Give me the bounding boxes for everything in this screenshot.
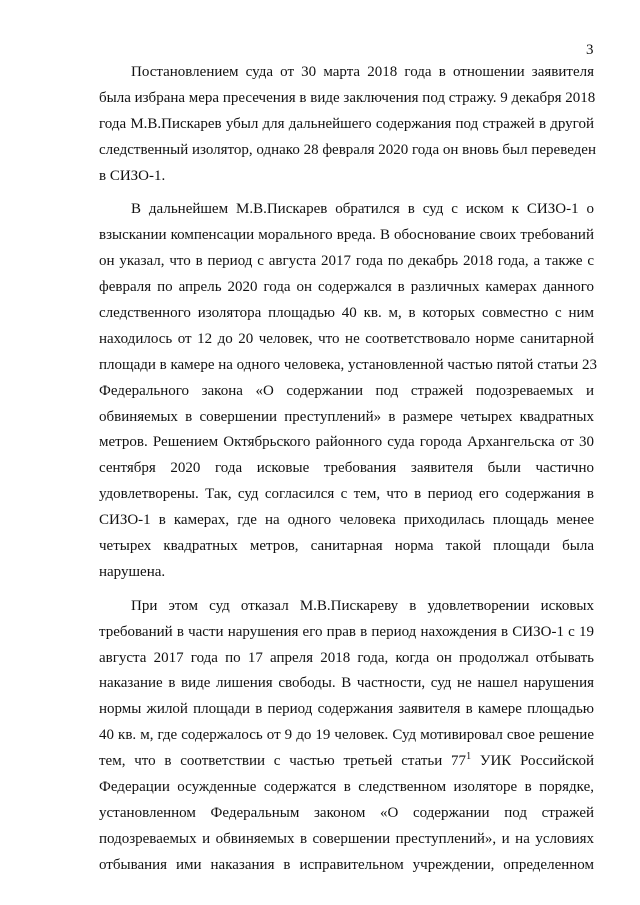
paragraph-1 — [99, 60, 594, 189]
text-line: удовлетворены. Так, суд согласился с тем, что в период его содержания в — [99, 486, 594, 503]
text-line: он указал, что в период с августа 2017 года по декабрь 2018 года, а также с — [99, 253, 594, 270]
text-line: августа 2017 года по 17 апреля 2018 года, когда он продолжал отбывать — [99, 649, 594, 666]
text-line-with-footnote — [99, 749, 594, 775]
text-line: нарушена. — [99, 563, 166, 580]
text-line: отбывания ими наказания в исправительном учреждении, определенном — [99, 856, 594, 873]
line-text: тем, что в соответствии с частью третьей статьи 77 — [99, 753, 467, 770]
text-line: Федерации осужденные содержатся в следственном изоляторе в порядке, — [99, 779, 594, 796]
text-line: находилось от 12 до 20 человек, что не соответствовало норме санитарной — [99, 330, 594, 347]
text-line: Постановлением суда от 30 марта 2018 года в отношении заявителя — [131, 64, 594, 80]
text-line: площади в камере на одного человека, установленной частью пятой статьи 23 — [99, 356, 598, 373]
text-line: наказание в виде лишения свободы. В частности, суд не нашел нарушения — [99, 675, 594, 692]
text-line: 40 кв. м, где содержалось от 9 до 19 человек. Суд мотивировал свое решение — [99, 727, 594, 744]
paragraph-2 — [99, 197, 598, 585]
text-line: подозреваемых и обвиняемых в совершении преступлений», и на условиях — [99, 830, 594, 847]
text-line: следственный изолятор, однако 28 февраля 2020 года он вновь был переведен — [99, 141, 596, 158]
document-body — [99, 60, 598, 879]
text-line: требований в части нарушения его прав в период нахождения в СИЗО-1 с 19 — [99, 623, 594, 640]
text-line: установленном Федеральным законом «О содержании под стражей — [99, 804, 594, 821]
text-line: в СИЗО-1. — [99, 167, 166, 184]
text-line: была избрана мера пресечения в виде заключения под стражу. 9 декабря 2018 — [99, 89, 596, 106]
text-line: метров. Решением Октябрьского районного суда города Архангельска от 30 — [99, 434, 594, 451]
superscript-mark: 1 — [466, 751, 472, 763]
text-line: четырех квадратных метров, санитарная норма такой площади была — [99, 538, 594, 555]
text-line: взыскании компенсации морального вреда. В обоснование своих требований — [99, 227, 594, 244]
text-line: нормы жилой площади в период содержания заявителя в камере площадью — [99, 701, 594, 718]
line-tail: УИК Российской — [471, 753, 594, 770]
text-line: Федерального закона «О содержании под стражей подозреваемых и — [99, 382, 594, 399]
text-line: года М.В.Пискарев убыл для дальнейшего содержания под стражей в другой — [99, 115, 594, 132]
paragraph-3 — [99, 594, 594, 879]
text-line: обвиняемых в совершении преступлений» в размере четырех квадратных — [99, 408, 594, 425]
page-number: 3 — [586, 42, 594, 58]
text-line: СИЗО-1 в камерах, где на одного человека приходилась площадь менее — [99, 512, 594, 529]
text-line: следственного изолятора площадью 40 кв. м, в которых совместно с ним — [99, 305, 594, 322]
text-line: В дальнейшем М.В.Пискарев обратился в суд с иском к СИЗО-1 о — [131, 201, 594, 218]
text-line: сентября 2020 года исковые требования заявителя были частично — [99, 460, 594, 477]
text-line: февраля по апрель 2020 года он содержался в различных камерах данного — [99, 279, 594, 296]
text-line: При этом суд отказал М.В.Пискареву в удовлетворении исковых — [131, 597, 594, 614]
